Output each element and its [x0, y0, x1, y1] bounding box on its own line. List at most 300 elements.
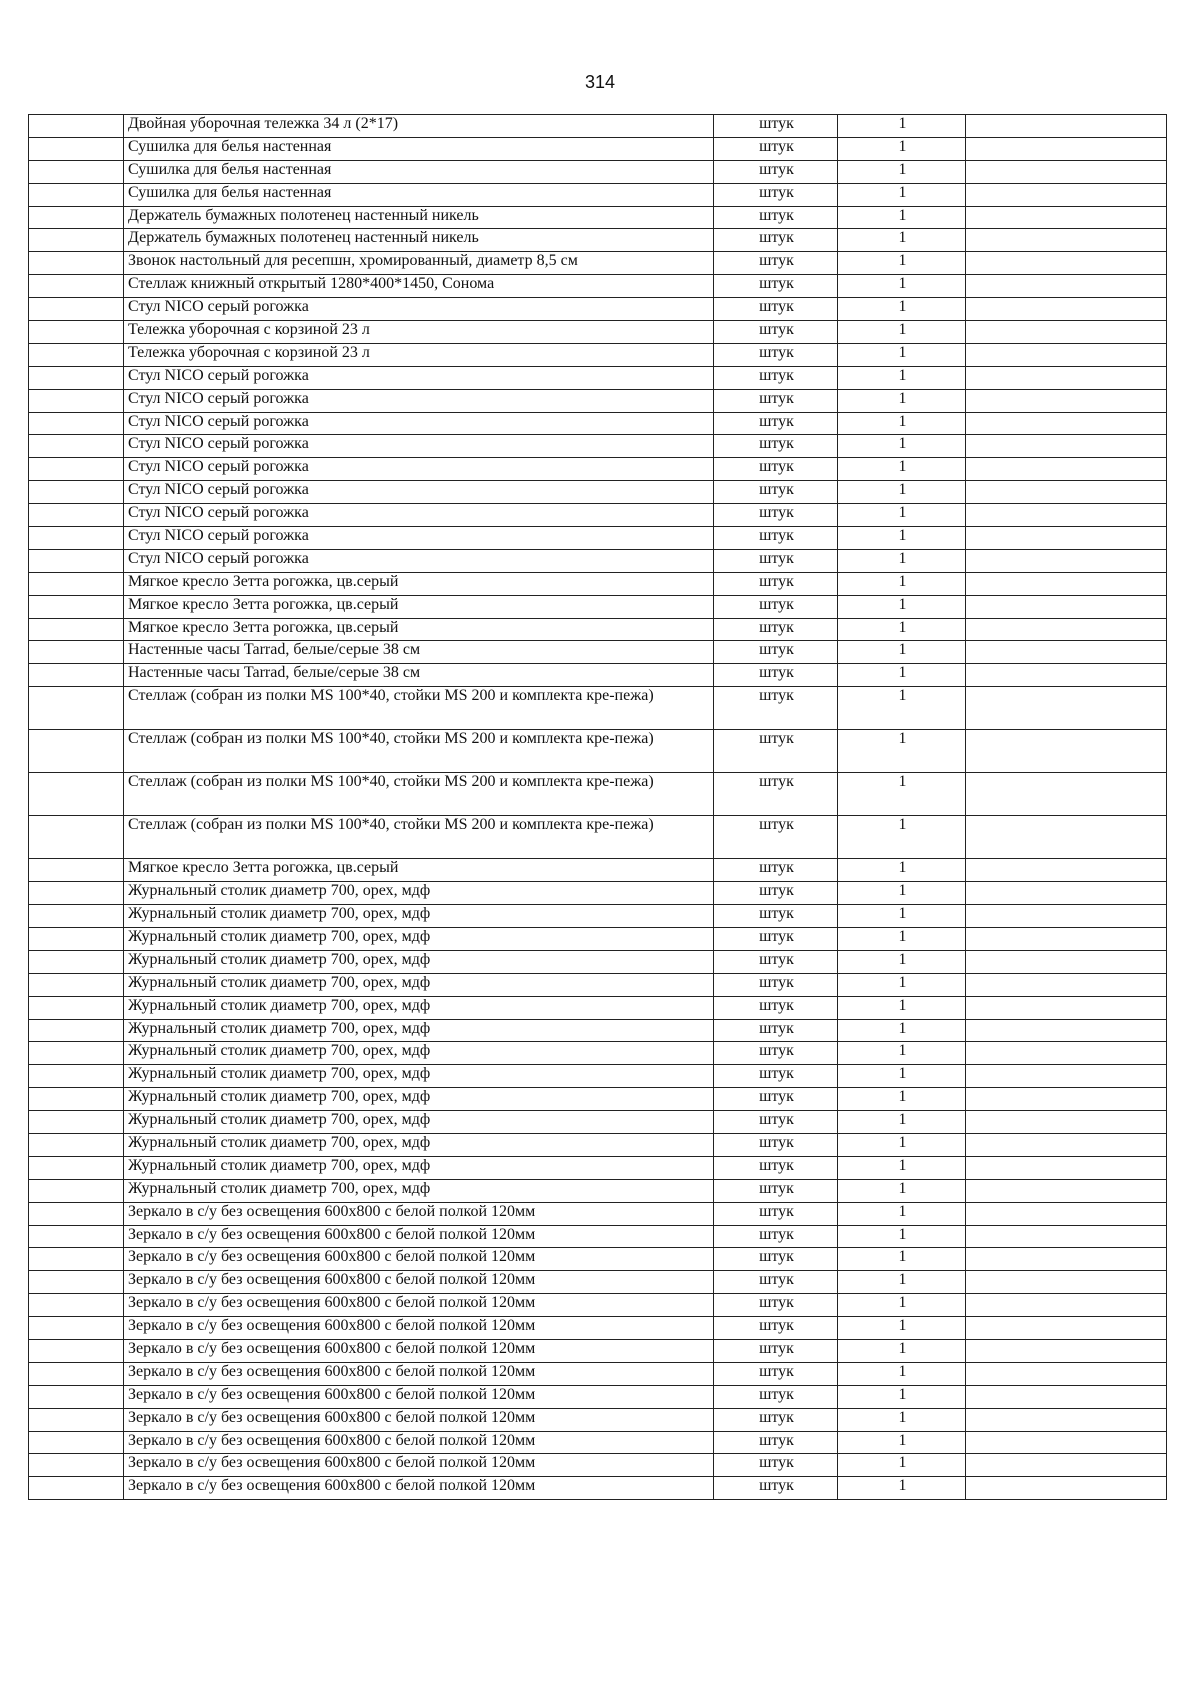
quantity-cell: 1 — [838, 1065, 966, 1088]
quantity-cell: 1 — [838, 1225, 966, 1248]
note-cell — [966, 137, 1167, 160]
quantity-cell: 1 — [838, 730, 966, 773]
unit-cell: штук — [714, 1202, 838, 1225]
unit-cell: штук — [714, 229, 838, 252]
row-number-cell — [29, 1294, 124, 1317]
row-number-cell — [29, 481, 124, 504]
row-number-cell — [29, 1317, 124, 1340]
item-name-cell: Журнальный столик диаметр 700, орех, мдф — [124, 927, 714, 950]
note-cell — [966, 527, 1167, 550]
unit-cell: штук — [714, 996, 838, 1019]
table-row — [29, 859, 1167, 882]
quantity-cell: 1 — [838, 435, 966, 458]
note-cell — [966, 1271, 1167, 1294]
unit-cell: штук — [714, 412, 838, 435]
quantity-cell: 1 — [838, 1156, 966, 1179]
quantity-cell: 1 — [838, 996, 966, 1019]
page-number: 314 — [584, 72, 616, 92]
unit-cell: штук — [714, 1088, 838, 1111]
quantity-cell: 1 — [838, 1088, 966, 1111]
item-name-cell: Журнальный столик диаметр 700, орех, мдф — [124, 1111, 714, 1134]
note-cell — [966, 687, 1167, 730]
unit-cell: штук — [714, 321, 838, 344]
note-cell — [966, 229, 1167, 252]
note-cell — [966, 664, 1167, 687]
table-row — [29, 572, 1167, 595]
unit-cell: штук — [714, 816, 838, 859]
table-row — [29, 527, 1167, 550]
note-cell — [966, 730, 1167, 773]
quantity-cell: 1 — [838, 389, 966, 412]
table-row — [29, 595, 1167, 618]
table-row — [29, 687, 1167, 730]
row-number-cell — [29, 343, 124, 366]
unit-cell: штук — [714, 618, 838, 641]
table-row — [29, 115, 1167, 138]
unit-cell: штук — [714, 481, 838, 504]
table-row — [29, 1065, 1167, 1088]
item-name-cell: Журнальный столик диаметр 700, орех, мдф — [124, 1133, 714, 1156]
note-cell — [966, 298, 1167, 321]
table-row — [29, 1133, 1167, 1156]
row-number-cell — [29, 160, 124, 183]
quantity-cell: 1 — [838, 1294, 966, 1317]
row-number-cell — [29, 549, 124, 572]
unit-cell: штук — [714, 1408, 838, 1431]
row-number-cell — [29, 816, 124, 859]
row-number-cell — [29, 1431, 124, 1454]
unit-cell: штук — [714, 1042, 838, 1065]
note-cell — [966, 160, 1167, 183]
item-name-cell: Зеркало в с/у без освещения 600х800 с белой полкой 120мм — [124, 1477, 714, 1500]
note-cell — [966, 1454, 1167, 1477]
table-row — [29, 549, 1167, 572]
row-number-cell — [29, 458, 124, 481]
unit-cell: штук — [714, 641, 838, 664]
item-name-cell: Зеркало в с/у без освещения 600х800 с белой полкой 120мм — [124, 1248, 714, 1271]
table-row — [29, 1454, 1167, 1477]
table-row — [29, 298, 1167, 321]
note-cell — [966, 412, 1167, 435]
row-number-cell — [29, 183, 124, 206]
quantity-cell: 1 — [838, 321, 966, 344]
unit-cell: штук — [714, 595, 838, 618]
unit-cell: штук — [714, 1133, 838, 1156]
note-cell — [966, 321, 1167, 344]
table-row — [29, 1477, 1167, 1500]
quantity-cell: 1 — [838, 1431, 966, 1454]
item-name-cell: Тележка уборочная с корзиной 23 л — [124, 321, 714, 344]
note-cell — [966, 1294, 1167, 1317]
item-name-cell: Стул NICO серый рогожка — [124, 412, 714, 435]
quantity-cell: 1 — [838, 229, 966, 252]
item-name-cell: Сушилка для белья настенная — [124, 160, 714, 183]
quantity-cell: 1 — [838, 950, 966, 973]
quantity-cell: 1 — [838, 549, 966, 572]
row-number-cell — [29, 1042, 124, 1065]
unit-cell: штук — [714, 549, 838, 572]
unit-cell: штук — [714, 1294, 838, 1317]
row-number-cell — [29, 1088, 124, 1111]
table-row — [29, 1156, 1167, 1179]
table-row — [29, 458, 1167, 481]
row-number-cell — [29, 618, 124, 641]
table-row — [29, 973, 1167, 996]
unit-cell: штук — [714, 572, 838, 595]
row-number-cell — [29, 773, 124, 816]
quantity-cell: 1 — [838, 882, 966, 905]
table-row — [29, 773, 1167, 816]
quantity-cell: 1 — [838, 504, 966, 527]
quantity-cell: 1 — [838, 1271, 966, 1294]
table-row — [29, 366, 1167, 389]
item-name-cell: Стул NICO серый рогожка — [124, 527, 714, 550]
table-row — [29, 927, 1167, 950]
inventory-table — [28, 114, 1167, 1500]
table-row — [29, 1202, 1167, 1225]
table-row — [29, 481, 1167, 504]
note-cell — [966, 1248, 1167, 1271]
item-name-cell: Журнальный столик диаметр 700, орех, мдф — [124, 905, 714, 928]
quantity-cell: 1 — [838, 927, 966, 950]
row-number-cell — [29, 730, 124, 773]
quantity-cell: 1 — [838, 252, 966, 275]
table-row — [29, 905, 1167, 928]
note-cell — [966, 435, 1167, 458]
table-row — [29, 183, 1167, 206]
unit-cell: штук — [714, 1248, 838, 1271]
quantity-cell: 1 — [838, 1408, 966, 1431]
row-number-cell — [29, 1111, 124, 1134]
table-row — [29, 1019, 1167, 1042]
item-name-cell: Журнальный столик диаметр 700, орех, мдф — [124, 1019, 714, 1042]
row-number-cell — [29, 1477, 124, 1500]
row-number-cell — [29, 641, 124, 664]
quantity-cell: 1 — [838, 137, 966, 160]
item-name-cell: Настенные часы Tarrad, белые/серые 38 см — [124, 664, 714, 687]
note-cell — [966, 950, 1167, 973]
unit-cell: штук — [714, 275, 838, 298]
table-row — [29, 1179, 1167, 1202]
unit-cell: штук — [714, 458, 838, 481]
quantity-cell: 1 — [838, 160, 966, 183]
unit-cell: штук — [714, 252, 838, 275]
item-name-cell: Зеркало в с/у без освещения 600х800 с белой полкой 120мм — [124, 1362, 714, 1385]
item-name-cell: Настенные часы Tarrad, белые/серые 38 см — [124, 641, 714, 664]
table-row — [29, 1431, 1167, 1454]
row-number-cell — [29, 905, 124, 928]
row-number-cell — [29, 1225, 124, 1248]
unit-cell: штук — [714, 1454, 838, 1477]
row-number-cell — [29, 137, 124, 160]
row-number-cell — [29, 1362, 124, 1385]
quantity-cell: 1 — [838, 412, 966, 435]
quantity-cell: 1 — [838, 641, 966, 664]
row-number-cell — [29, 1179, 124, 1202]
item-name-cell: Сушилка для белья настенная — [124, 183, 714, 206]
unit-cell: штук — [714, 137, 838, 160]
note-cell — [966, 641, 1167, 664]
table-row — [29, 1042, 1167, 1065]
note-cell — [966, 1477, 1167, 1500]
quantity-cell: 1 — [838, 618, 966, 641]
unit-cell: штук — [714, 389, 838, 412]
quantity-cell: 1 — [838, 1339, 966, 1362]
quantity-cell: 1 — [838, 1248, 966, 1271]
table-row — [29, 950, 1167, 973]
row-number-cell — [29, 1408, 124, 1431]
note-cell — [966, 481, 1167, 504]
unit-cell: штук — [714, 664, 838, 687]
row-number-cell — [29, 1385, 124, 1408]
unit-cell: штук — [714, 1385, 838, 1408]
row-number-cell — [29, 412, 124, 435]
note-cell — [966, 1156, 1167, 1179]
item-name-cell: Журнальный столик диаметр 700, орех, мдф — [124, 882, 714, 905]
table-row — [29, 1088, 1167, 1111]
unit-cell: штук — [714, 504, 838, 527]
table-row — [29, 343, 1167, 366]
row-number-cell — [29, 115, 124, 138]
unit-cell: штук — [714, 1225, 838, 1248]
note-cell — [966, 343, 1167, 366]
item-name-cell: Стеллаж (собран из полки MS 100*40, стойки MS 200 и комплекта кре-пежа) — [124, 816, 714, 859]
note-cell — [966, 618, 1167, 641]
item-name-cell: Стул NICO серый рогожка — [124, 504, 714, 527]
item-name-cell: Журнальный столик диаметр 700, орех, мдф — [124, 1179, 714, 1202]
item-name-cell: Мягкое кресло Зетта рогожка, цв.серый — [124, 572, 714, 595]
row-number-cell — [29, 389, 124, 412]
item-name-cell: Зеркало в с/у без освещения 600х800 с белой полкой 120мм — [124, 1202, 714, 1225]
item-name-cell: Зеркало в с/у без освещения 600х800 с белой полкой 120мм — [124, 1431, 714, 1454]
table-row — [29, 641, 1167, 664]
unit-cell: штук — [714, 1271, 838, 1294]
unit-cell: штук — [714, 687, 838, 730]
table-row — [29, 664, 1167, 687]
item-name-cell: Стеллаж (собран из полки MS 100*40, стойки MS 200 и комплекта кре-пежа) — [124, 773, 714, 816]
quantity-cell: 1 — [838, 1111, 966, 1134]
item-name-cell: Зеркало в с/у без освещения 600х800 с белой полкой 120мм — [124, 1294, 714, 1317]
note-cell — [966, 1362, 1167, 1385]
quantity-cell: 1 — [838, 481, 966, 504]
note-cell — [966, 1133, 1167, 1156]
item-name-cell: Стул NICO серый рогожка — [124, 549, 714, 572]
note-cell — [966, 504, 1167, 527]
quantity-cell: 1 — [838, 595, 966, 618]
row-number-cell — [29, 1065, 124, 1088]
note-cell — [966, 252, 1167, 275]
row-number-cell — [29, 229, 124, 252]
item-name-cell: Журнальный столик диаметр 700, орех, мдф — [124, 973, 714, 996]
item-name-cell: Стеллаж книжный открытый 1280*400*1450, Сонома — [124, 275, 714, 298]
unit-cell: штук — [714, 1317, 838, 1340]
item-name-cell: Зеркало в с/у без освещения 600х800 с белой полкой 120мм — [124, 1317, 714, 1340]
note-cell — [966, 1408, 1167, 1431]
item-name-cell: Журнальный столик диаметр 700, орех, мдф — [124, 1065, 714, 1088]
quantity-cell: 1 — [838, 1019, 966, 1042]
unit-cell: штук — [714, 730, 838, 773]
item-name-cell: Стул NICO серый рогожка — [124, 458, 714, 481]
item-name-cell: Двойная уборочная тележка 34 л (2*17) — [124, 115, 714, 138]
table-row — [29, 275, 1167, 298]
note-cell — [966, 1225, 1167, 1248]
item-name-cell: Стул NICO серый рогожка — [124, 366, 714, 389]
row-number-cell — [29, 298, 124, 321]
note-cell — [966, 1088, 1167, 1111]
row-number-cell — [29, 366, 124, 389]
item-name-cell: Зеркало в с/у без освещения 600х800 с белой полкой 120мм — [124, 1225, 714, 1248]
quantity-cell: 1 — [838, 343, 966, 366]
table-row — [29, 882, 1167, 905]
quantity-cell: 1 — [838, 1202, 966, 1225]
item-name-cell: Зеркало в с/у без освещения 600х800 с белой полкой 120мм — [124, 1271, 714, 1294]
quantity-cell: 1 — [838, 1385, 966, 1408]
item-name-cell: Зеркало в с/у без освещения 600х800 с белой полкой 120мм — [124, 1339, 714, 1362]
quantity-cell: 1 — [838, 1042, 966, 1065]
row-number-cell — [29, 859, 124, 882]
quantity-cell: 1 — [838, 1477, 966, 1500]
unit-cell: штук — [714, 435, 838, 458]
note-cell — [966, 1431, 1167, 1454]
note-cell — [966, 859, 1167, 882]
row-number-cell — [29, 1339, 124, 1362]
quantity-cell: 1 — [838, 973, 966, 996]
note-cell — [966, 458, 1167, 481]
table-row — [29, 1408, 1167, 1431]
item-name-cell: Звонок настольный для ресепшн, хромированный, диаметр 8,5 см — [124, 252, 714, 275]
table-row — [29, 389, 1167, 412]
quantity-cell: 1 — [838, 458, 966, 481]
table-row — [29, 816, 1167, 859]
item-name-cell: Стеллаж (собран из полки MS 100*40, стойки MS 200 и комплекта кре-пежа) — [124, 730, 714, 773]
table-row — [29, 1385, 1167, 1408]
row-number-cell — [29, 1019, 124, 1042]
table-row — [29, 1271, 1167, 1294]
quantity-cell: 1 — [838, 905, 966, 928]
note-cell — [966, 1339, 1167, 1362]
row-number-cell — [29, 687, 124, 730]
row-number-cell — [29, 1454, 124, 1477]
quantity-cell: 1 — [838, 298, 966, 321]
row-number-cell — [29, 252, 124, 275]
note-cell — [966, 1179, 1167, 1202]
row-number-cell — [29, 321, 124, 344]
row-number-cell — [29, 1133, 124, 1156]
unit-cell: штук — [714, 1477, 838, 1500]
row-number-cell — [29, 595, 124, 618]
table-row — [29, 229, 1167, 252]
unit-cell: штук — [714, 298, 838, 321]
item-name-cell: Сушилка для белья настенная — [124, 137, 714, 160]
unit-cell: штук — [714, 1065, 838, 1088]
table-row — [29, 206, 1167, 229]
table-row — [29, 504, 1167, 527]
quantity-cell: 1 — [838, 115, 966, 138]
quantity-cell: 1 — [838, 687, 966, 730]
item-name-cell: Стул NICO серый рогожка — [124, 389, 714, 412]
row-number-cell — [29, 1202, 124, 1225]
unit-cell: штук — [714, 1179, 838, 1202]
note-cell — [966, 1317, 1167, 1340]
unit-cell: штук — [714, 115, 838, 138]
row-number-cell — [29, 527, 124, 550]
note-cell — [966, 816, 1167, 859]
unit-cell: штук — [714, 973, 838, 996]
table-row — [29, 1225, 1167, 1248]
row-number-cell — [29, 882, 124, 905]
row-number-cell — [29, 996, 124, 1019]
table-row — [29, 435, 1167, 458]
unit-cell: штук — [714, 882, 838, 905]
note-cell — [966, 549, 1167, 572]
item-name-cell: Стул NICO серый рогожка — [124, 481, 714, 504]
unit-cell: штук — [714, 927, 838, 950]
quantity-cell: 1 — [838, 183, 966, 206]
quantity-cell: 1 — [838, 1362, 966, 1385]
unit-cell: штук — [714, 1019, 838, 1042]
quantity-cell: 1 — [838, 664, 966, 687]
item-name-cell: Журнальный столик диаметр 700, орех, мдф — [124, 1088, 714, 1111]
table-row — [29, 996, 1167, 1019]
unit-cell: штук — [714, 343, 838, 366]
row-number-cell — [29, 435, 124, 458]
note-cell — [966, 1385, 1167, 1408]
note-cell — [966, 1065, 1167, 1088]
quantity-cell: 1 — [838, 366, 966, 389]
item-name-cell: Мягкое кресло Зетта рогожка, цв.серый — [124, 859, 714, 882]
quantity-cell: 1 — [838, 816, 966, 859]
unit-cell: штук — [714, 859, 838, 882]
item-name-cell: Мягкое кресло Зетта рогожка, цв.серый — [124, 618, 714, 641]
item-name-cell: Стул NICO серый рогожка — [124, 298, 714, 321]
row-number-cell — [29, 973, 124, 996]
note-cell — [966, 927, 1167, 950]
unit-cell: штук — [714, 206, 838, 229]
note-cell — [966, 996, 1167, 1019]
row-number-cell — [29, 1271, 124, 1294]
table-row — [29, 1339, 1167, 1362]
item-name-cell: Журнальный столик диаметр 700, орех, мдф — [124, 1156, 714, 1179]
unit-cell: штук — [714, 1339, 838, 1362]
item-name-cell: Зеркало в с/у без освещения 600х800 с белой полкой 120мм — [124, 1454, 714, 1477]
note-cell — [966, 206, 1167, 229]
table-row — [29, 730, 1167, 773]
table-row — [29, 1111, 1167, 1134]
note-cell — [966, 882, 1167, 905]
item-name-cell: Зеркало в с/у без освещения 600х800 с белой полкой 120мм — [124, 1385, 714, 1408]
unit-cell: штук — [714, 773, 838, 816]
unit-cell: штук — [714, 1362, 838, 1385]
quantity-cell: 1 — [838, 1454, 966, 1477]
unit-cell: штук — [714, 950, 838, 973]
note-cell — [966, 183, 1167, 206]
row-number-cell — [29, 572, 124, 595]
unit-cell: штук — [714, 1156, 838, 1179]
note-cell — [966, 366, 1167, 389]
table-row — [29, 160, 1167, 183]
unit-cell: штук — [714, 1431, 838, 1454]
quantity-cell: 1 — [838, 1133, 966, 1156]
table-row — [29, 1317, 1167, 1340]
item-name-cell: Стеллаж (собран из полки MS 100*40, стойки MS 200 и комплекта кре-пежа) — [124, 687, 714, 730]
quantity-cell: 1 — [838, 773, 966, 816]
note-cell — [966, 275, 1167, 298]
quantity-cell: 1 — [838, 527, 966, 550]
row-number-cell — [29, 1156, 124, 1179]
row-number-cell — [29, 504, 124, 527]
note-cell — [966, 1042, 1167, 1065]
item-name-cell: Журнальный столик диаметр 700, орех, мдф — [124, 950, 714, 973]
